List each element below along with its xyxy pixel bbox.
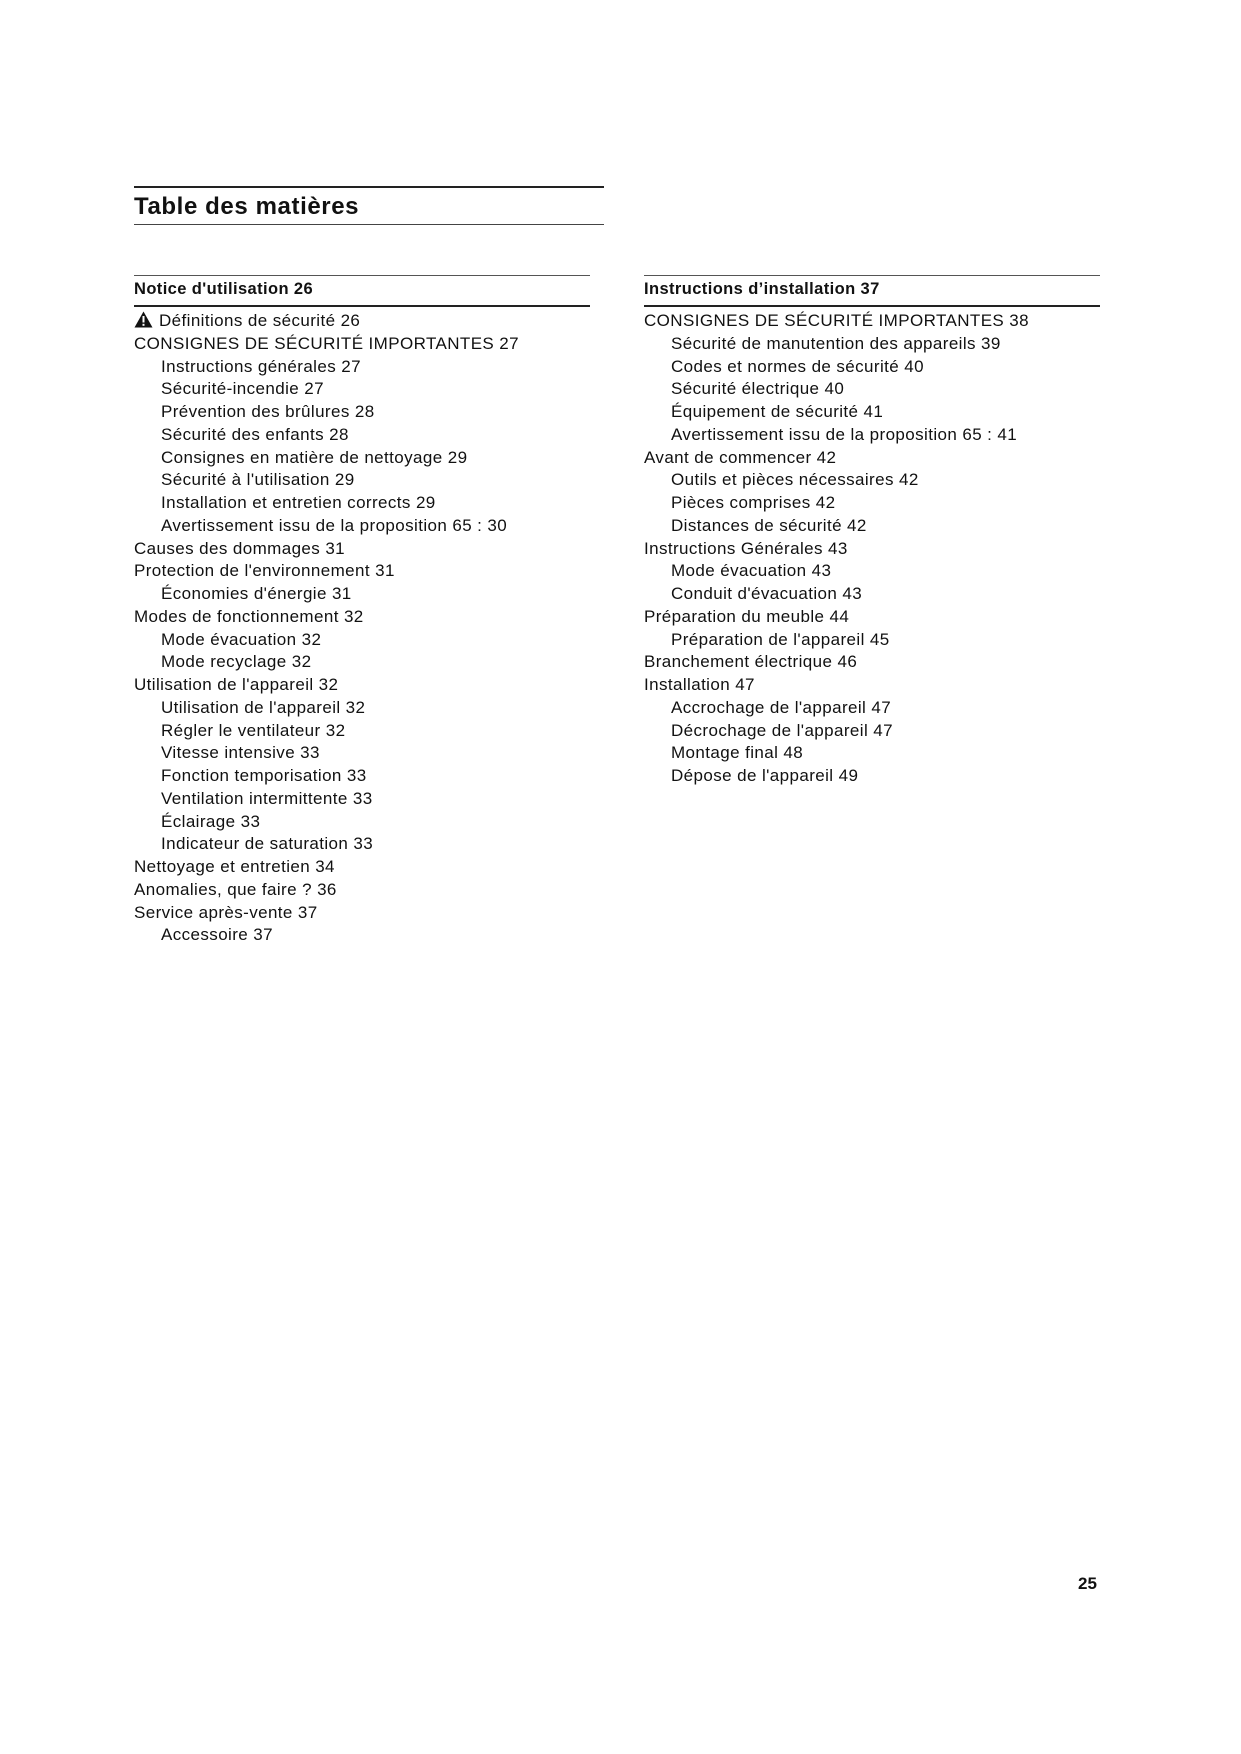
toc-entry[interactable]	[134, 856, 590, 879]
toc-entry[interactable]	[134, 310, 590, 333]
toc-entry-label: Installation et entretien corrects 29	[161, 493, 436, 512]
toc-subentry[interactable]	[644, 560, 1100, 583]
toc-subentry[interactable]	[134, 833, 590, 856]
toc-subentry[interactable]	[644, 765, 1100, 788]
toc-entry[interactable]	[134, 560, 590, 583]
toc-entry-label: CONSIGNES DE SÉCURITÉ IMPORTANTES 38	[644, 311, 1030, 330]
toc-subentry[interactable]	[644, 515, 1100, 538]
toc-entry-label: Service après-vente 37	[134, 902, 318, 922]
toc-subentry[interactable]	[134, 378, 590, 401]
toc-entry-label: Mode recyclage 32	[161, 652, 312, 672]
toc-entry-label: Définitions de sécurité 26	[159, 311, 361, 330]
toc-entry-label: Branchement électrique 46	[644, 652, 858, 672]
title-block	[134, 186, 604, 225]
toc-entry[interactable]	[134, 902, 590, 925]
toc-entry-label: Mode évacuation 43	[671, 561, 832, 581]
toc-entry[interactable]	[644, 447, 1100, 470]
toc-entry[interactable]	[644, 674, 1100, 697]
toc-entry[interactable]	[134, 879, 590, 902]
toc-entry-label: Avertissement issu de la proposition 65 : 41	[671, 424, 1018, 444]
toc-subentry[interactable]	[134, 447, 590, 470]
toc-subentry[interactable]	[134, 356, 590, 379]
toc-subentry[interactable]	[134, 697, 590, 720]
page-title: Table des matières	[134, 193, 360, 220]
toc-entry-label: Anomalies, que faire ? 36	[134, 879, 337, 899]
toc-entry-label: Mode évacuation 32	[161, 629, 322, 649]
toc-entry-label: Accessoire 37	[161, 925, 273, 945]
toc-entry-label: Sécurité-incendie 27	[161, 379, 324, 399]
toc-subentry[interactable]	[644, 401, 1100, 424]
toc-subentry[interactable]	[644, 742, 1100, 765]
toc-entry-label: Prévention des brûlures 28	[161, 402, 375, 421]
toc-subentry[interactable]	[644, 356, 1100, 379]
toc-subentry[interactable]	[134, 720, 590, 743]
section-header	[134, 275, 590, 307]
toc-entry[interactable]	[644, 606, 1100, 629]
toc-entry-label: Régler le ventilateur 32	[161, 720, 346, 740]
toc-entry[interactable]	[134, 606, 590, 629]
toc-subentry[interactable]	[134, 469, 590, 492]
toc-entry-label: Conduit d'évacuation 43	[671, 584, 863, 603]
toc-entry-label: Indicateur de saturation 33	[161, 834, 374, 854]
toc-entry-label: Vitesse intensive 33	[161, 743, 320, 763]
toc-subentry[interactable]	[134, 765, 590, 788]
toc-list-usage	[134, 307, 590, 947]
toc-subentry[interactable]	[644, 720, 1100, 743]
toc-subentry[interactable]	[134, 924, 590, 947]
toc-entry-label: Nettoyage et entretien 34	[134, 857, 335, 876]
section-header	[644, 275, 1100, 307]
toc-entry-label: Dépose de l'appareil 49	[671, 766, 859, 785]
toc-entry-label: Accrochage de l'appareil 47	[671, 697, 892, 717]
toc-entry-label: Causes des dommages 31	[134, 538, 346, 558]
toc-entry-label: Outils et pièces nécessaires 42	[671, 470, 919, 490]
toc-subentry[interactable]	[644, 333, 1100, 356]
warning-triangle-icon	[134, 311, 153, 335]
toc-subentry[interactable]	[134, 651, 590, 674]
toc-subentry[interactable]	[644, 697, 1100, 720]
toc-entry-label: CONSIGNES DE SÉCURITÉ IMPORTANTES 27	[134, 333, 520, 353]
toc-subentry[interactable]	[134, 492, 590, 515]
toc-entry-label: Instructions générales 27	[161, 356, 361, 376]
toc-subentry[interactable]	[644, 424, 1100, 447]
toc-entry-label: Avant de commencer 42	[644, 447, 837, 467]
toc-entry-label: Sécurité électrique 40	[671, 379, 845, 399]
toc-entry-label: Utilisation de l'appareil 32	[134, 675, 339, 694]
toc-entry-label: Protection de l'environnement 31	[134, 561, 395, 581]
toc-subentry[interactable]	[134, 583, 590, 606]
toc-entry[interactable]	[134, 674, 590, 697]
toc-subentry[interactable]	[134, 629, 590, 652]
section-heading-usage[interactable]: Notice d'utilisation 26	[134, 280, 314, 298]
toc-entry-label: Sécurité à l'utilisation 29	[161, 470, 355, 490]
toc-entry-label: Sécurité des enfants 28	[161, 424, 349, 444]
toc-list-installation	[644, 307, 1100, 788]
section-heading-installation[interactable]: Instructions d’installation 37	[644, 280, 880, 298]
toc-entry[interactable]	[644, 310, 1100, 333]
toc-subentry[interactable]	[644, 583, 1100, 606]
toc-subentry[interactable]	[644, 492, 1100, 515]
toc-subentry[interactable]	[134, 811, 590, 834]
toc-entry[interactable]	[134, 538, 590, 561]
toc-entry-label: Consignes en matière de nettoyage 29	[161, 447, 468, 467]
toc-entry-label: Économies d'énergie 31	[161, 584, 352, 603]
toc-subentry[interactable]	[644, 378, 1100, 401]
toc-entry-label: Montage final 48	[671, 743, 804, 763]
toc-column-installation	[644, 275, 1100, 788]
toc-entry-label: Ventilation intermittente 33	[161, 788, 373, 808]
toc-subentry[interactable]	[134, 788, 590, 811]
toc-entry-label: Codes et normes de sécurité 40	[671, 356, 924, 376]
toc-entry-label: Instructions Générales 43	[644, 538, 848, 558]
toc-subentry[interactable]	[134, 401, 590, 424]
toc-entry-label: Éclairage 33	[161, 811, 261, 831]
toc-subentry[interactable]	[134, 515, 590, 538]
toc-entry-label: Équipement de sécurité 41	[671, 402, 884, 421]
toc-entry-label: Sécurité de manutention des appareils 39	[671, 333, 1001, 353]
toc-entry-label: Distances de sécurité 42	[671, 515, 867, 535]
toc-subentry[interactable]	[134, 742, 590, 765]
toc-entry-label: Décrochage de l'appareil 47	[671, 720, 893, 740]
toc-subentry[interactable]	[644, 469, 1100, 492]
toc-column-usage	[134, 275, 590, 947]
toc-subentry[interactable]	[644, 629, 1100, 652]
toc-entry-label: Pièces comprises 42	[671, 493, 836, 512]
toc-entry-label: Utilisation de l'appareil 32	[161, 697, 366, 717]
toc-entry-label: Modes de fonctionnement 32	[134, 606, 364, 626]
toc-entry-label: Installation 47	[644, 675, 755, 694]
toc-subentry[interactable]	[134, 424, 590, 447]
toc-entry-label: Fonction temporisation 33	[161, 766, 367, 785]
toc-entry-label: Préparation du meuble 44	[644, 606, 850, 626]
toc-entry[interactable]	[134, 333, 590, 356]
toc-entry[interactable]	[644, 538, 1100, 561]
toc-entry-label: Préparation de l'appareil 45	[671, 629, 890, 649]
toc-entry[interactable]	[644, 651, 1100, 674]
page-number: 25	[1078, 1574, 1097, 1593]
toc-entry-label: Avertissement issu de la proposition 65 : 30	[161, 515, 508, 535]
